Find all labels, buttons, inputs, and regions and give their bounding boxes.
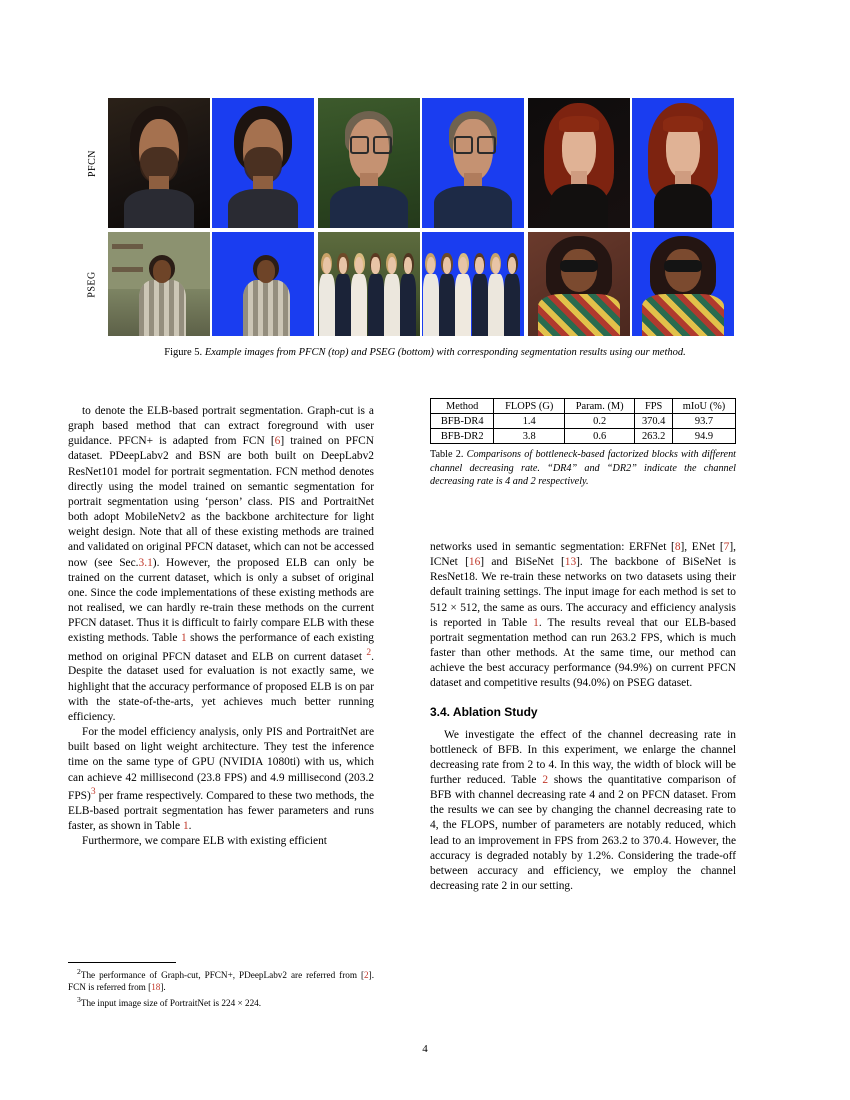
row-label-pseg-text: PSEG xyxy=(86,270,98,298)
photo-pseg-3-original xyxy=(528,232,630,336)
footnote-2-marker: 2 xyxy=(77,967,81,976)
para-l1-a: to denote the ELB-based portrait segmentation. Graph-cut is a graph based method that can extract foreground with user guidance. PFCN+ is adapted from FCN [ xyxy=(68,405,374,448)
table-2-r1-c2: 0.6 xyxy=(565,429,635,444)
figure-row-pseg xyxy=(86,232,742,336)
table-2-r1-c0: BFB-DR2 xyxy=(431,429,494,444)
footnote-2-b: ]. FCN is referred from [ xyxy=(68,970,374,993)
para-l1-c: ). However, the proposed ELB can only be trained on the current dataset, which is only a subset of original one. Since the code implementations of these existing methods are not realised, we can hardly re-train these methods on the current PFCN dataset. Thus it is difficult to fairly compare ELB with these existing methods. Table xyxy=(68,556,374,645)
paragraph-right-1 xyxy=(430,540,736,692)
table-2-r1-c1: 3.8 xyxy=(494,429,565,444)
footnote-3-marker: 3 xyxy=(77,994,81,1004)
para-r2-a: We investigate the effect of the channel decreasing rate in bottleneck of BFB. In this experiment, we enlarge the channel decreasing rate from 2 to 4. In this way, the width of block will be further reduced. Table xyxy=(430,728,736,786)
photo-pfcn-2-segmentation xyxy=(422,98,524,228)
para-l2-b: per frame respectively. Compared to these two methods, the ELB-based portrait segmentation has fewer parameters and runs faster, as shown in Table xyxy=(68,789,374,832)
figure-row-pfcn xyxy=(86,98,742,228)
citation-link-sec-3-1[interactable]: 3.1 xyxy=(138,556,153,569)
footnotes-block xyxy=(68,962,374,1010)
para-r1-b: ], ENet [ xyxy=(680,541,724,553)
table-2-header-row xyxy=(431,399,736,414)
figure-5-caption-text: Example images from PFCN (top) and PSEG (bottom) with corresponding segmentation results using our method. xyxy=(204,347,686,358)
table-2-r0-c1: 1.4 xyxy=(494,414,565,429)
para-r1-a: networks used in semantic segmentation: ERFNet [ xyxy=(430,541,675,553)
para-r2-b: shows the quantitative comparison of BFB with channel decreasing rate 4 and 2 on PFCN dataset. From the results we can see by changing the channel decreasing rate to 4, the FLOPS, number of parameters are notably reduced, which lead to an improvement in FPS from 263.2 to 370.4. However, the accuracy is degraded notably by 1.2%. Considering the trade-off between accuracy and efficiency, we employ the channel decreasing rate 2 in our setting. xyxy=(430,773,737,893)
paragraph-left-2 xyxy=(68,725,374,834)
figure-pair-2 xyxy=(318,98,524,228)
paragraph-left-1 xyxy=(68,404,374,725)
para-l3: Furthermore, we compare ELB with existing efficient xyxy=(82,834,327,847)
photo-pfcn-1-original xyxy=(108,98,210,228)
table-2-col-miou: mIoU (%) xyxy=(672,399,735,414)
table-2-caption-label: Table 2. xyxy=(430,449,464,460)
table-2 xyxy=(430,398,736,444)
para-l1-e: . Despite the dataset used for evaluation is not exactly same, we highlight that the accuracy performance of proposed ELB is on par with the state-of-the-arts, yet achieves much better running efficiency. xyxy=(68,650,374,723)
para-l2-c: . xyxy=(188,819,192,832)
footnote-2 xyxy=(68,967,374,994)
citation-link-2[interactable]: 2 xyxy=(364,970,369,981)
footnote-rule xyxy=(68,962,176,963)
table-2-r1-c3: 263.2 xyxy=(635,429,673,444)
table-2-col-fps: FPS xyxy=(635,399,673,414)
table-2-r0-c0: BFB-DR4 xyxy=(431,414,494,429)
para-r1-d: ] and BiSeNet [ xyxy=(480,556,565,569)
table-2-col-flops: FLOPS (G) xyxy=(494,399,565,414)
photo-pseg-2-segmentation xyxy=(422,232,524,336)
row-label-pseg xyxy=(82,232,102,336)
footnote-ref-3[interactable]: 3 xyxy=(90,786,96,797)
figure-pair-5 xyxy=(318,232,524,336)
citation-link-table-1c[interactable]: 1 xyxy=(533,616,539,629)
figure-pair-3 xyxy=(528,98,734,228)
table-2-caption xyxy=(430,448,736,489)
citation-link-18[interactable]: 18 xyxy=(151,982,161,993)
page-number: 4 xyxy=(422,1043,428,1055)
photo-pseg-1-segmentation xyxy=(212,232,314,336)
paragraph-left-3 xyxy=(68,834,374,849)
figure-5 xyxy=(86,98,742,360)
para-l1-d: shows the performance of each existing method on original PFCN dataset and ELB on current dataset xyxy=(68,632,374,663)
citation-link-6[interactable]: 6 xyxy=(274,435,281,448)
row-label-pfcn-text: PFCN xyxy=(86,149,98,177)
table-2-r1-c4: 94.9 xyxy=(672,429,735,444)
citation-link-16[interactable]: 16 xyxy=(468,556,481,569)
table-2-caption-text: Comparisons of bottleneck-based factorized blocks with different channel decreasing rate. “DR4” and “DR2” indicate the channel decreasing rate is 4 and 2 respectively. xyxy=(430,449,736,488)
citation-link-table-1b[interactable]: 1 xyxy=(182,819,189,832)
figure-pair-4 xyxy=(108,232,314,336)
table-2-block xyxy=(430,398,736,489)
photo-pseg-1-original xyxy=(108,232,210,336)
footnote-2-a: The performance of Graph-cut, PFCN+, PDeepLabv2 are referred from [ xyxy=(80,970,365,981)
row-label-pfcn xyxy=(82,98,102,228)
figure-pair-6 xyxy=(528,232,734,336)
para-r1-f: . The results reveal that our ELB-based portrait segmentation method can run 263.2 FPS, which is much faster than other methods. At the same time, our method can achieve the best accuracy performance (94.9%) on current PFCN dataset and competitive results (94.0%) on PSEG dataset. xyxy=(430,616,736,690)
figure-pair-1 xyxy=(108,98,314,228)
paragraph-right-2 xyxy=(430,728,736,895)
para-r1-c: ], ICNet [ xyxy=(430,541,736,569)
footnote-ref-2[interactable]: 2 xyxy=(366,647,372,658)
photo-pfcn-1-segmentation xyxy=(212,98,314,228)
figure-5-caption xyxy=(108,346,742,360)
para-l2-a: For the model efficiency analysis, only PIS and PortraitNet are built based on light weight architecture. They test the inference time on the same type of GPU (NVIDIA 1080ti) with us, which can achieve 42 millisecond (23.8 FPS) and 4.9 millisecond (203.2 FPS) xyxy=(68,726,374,802)
table-row xyxy=(431,429,736,444)
citation-link-8[interactable]: 8 xyxy=(674,541,681,553)
para-r1-e: ]. The backbone of BiSeNet is ResNet18. We re-train these networks on two datasets using their default training settings. The input image for each method is set to 512 × 512, the same as ours. The accuracy and efficiency analysis is reported in Table xyxy=(430,556,736,629)
table-2-col-method: Method xyxy=(431,399,494,414)
citation-link-table-2[interactable]: 2 xyxy=(542,773,549,786)
table-2-r0-c2: 0.2 xyxy=(565,414,635,429)
table-2-col-param: Param. (M) xyxy=(565,399,635,414)
citation-link-7[interactable]: 7 xyxy=(723,541,730,553)
figure-5-caption-label: Figure 5. xyxy=(164,347,203,358)
table-row xyxy=(431,414,736,429)
body-column-left xyxy=(68,404,374,849)
photo-pfcn-3-segmentation xyxy=(632,98,734,228)
footnote-3 xyxy=(68,995,374,1009)
photo-pseg-2-original xyxy=(318,232,420,336)
photo-pseg-3-segmentation xyxy=(632,232,734,336)
para-l1-b: ] trained on PFCN dataset. PDeepLabv2 and BSN are both built on DeepLabv2 ResNet101 model for portrait segmentation. FCN method denotes directly using the model trained on semantic segmentation for portrait segmentation using ‘person’ class. PIS and PortraitNet both adopt MobileNetv2 as the backbone architecture for light weight design. Note that all of these existing methods are trained and validated on original PFCN dataset, which can not be accessed now (see Sec. xyxy=(68,435,374,569)
citation-link-13[interactable]: 13 xyxy=(564,556,577,569)
body-column-right xyxy=(430,540,736,894)
section-heading-ablation-study: 3.4. Ablation Study xyxy=(430,704,538,719)
photo-pfcn-2-original xyxy=(318,98,420,228)
footnote-2-c: ]. xyxy=(160,982,166,993)
photo-pfcn-3-original xyxy=(528,98,630,228)
table-2-r0-c4: 93.7 xyxy=(672,414,735,429)
table-2-r0-c3: 370.4 xyxy=(635,414,673,429)
footnote-3-text: The input image size of PortraitNet is 224 × 224. xyxy=(80,997,262,1008)
citation-link-table-1[interactable]: 1 xyxy=(180,632,187,645)
